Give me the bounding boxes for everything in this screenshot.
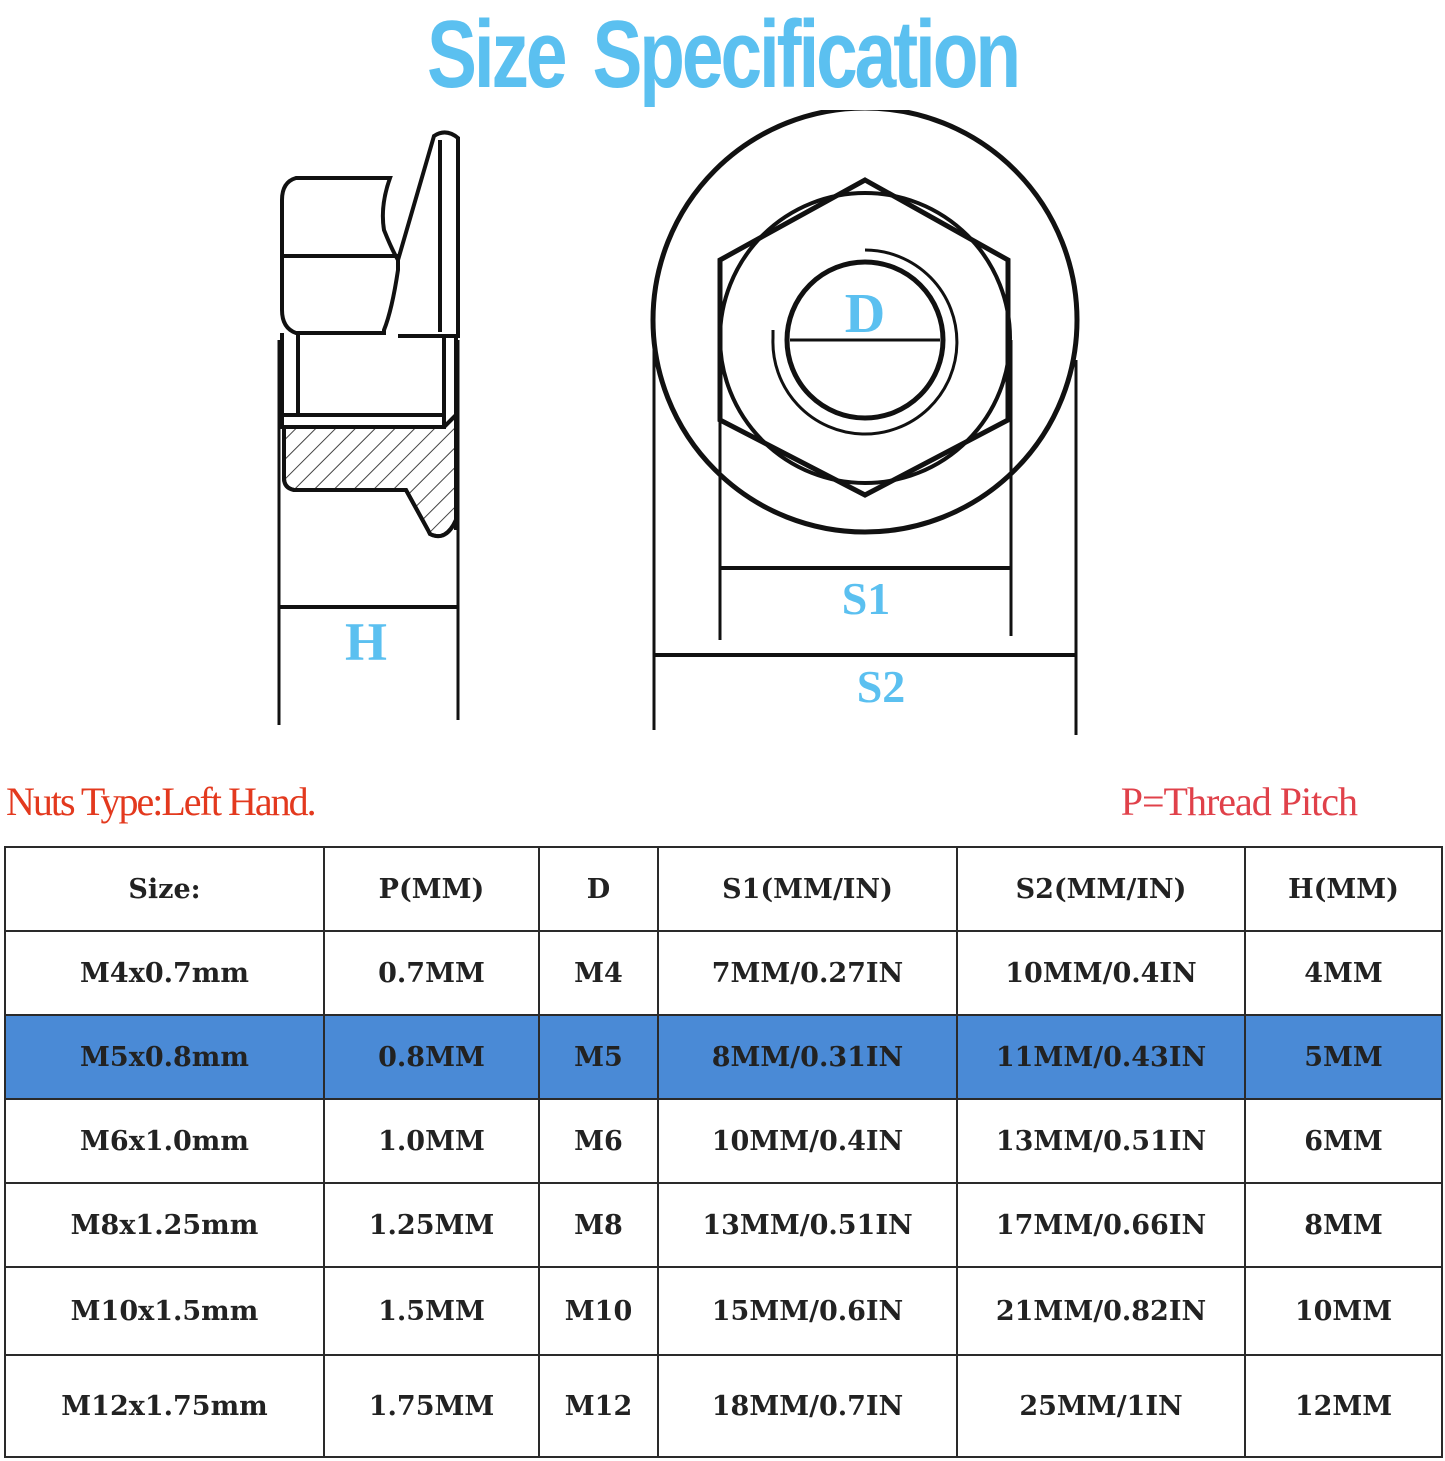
cell-d: M10 xyxy=(539,1267,658,1355)
cell-s1: 8MM/0.31IN xyxy=(658,1015,957,1099)
cell-pitch: 1.0MM xyxy=(324,1099,539,1183)
cell-h: 12MM xyxy=(1245,1355,1442,1457)
cell-size: M6x1.0mm xyxy=(5,1099,324,1183)
cell-s2: 21MM/0.82IN xyxy=(957,1267,1245,1355)
header-s2: S2(MM/IN) xyxy=(957,847,1245,931)
cell-size: M4x0.7mm xyxy=(5,931,324,1015)
cell-pitch: 0.7MM xyxy=(324,931,539,1015)
cell-s1: 13MM/0.51IN xyxy=(658,1183,957,1267)
nut-type-note: Nuts Type:Left Hand. xyxy=(6,779,315,824)
cell-s1: 18MM/0.7IN xyxy=(658,1355,957,1457)
cell-pitch: 1.25MM xyxy=(324,1183,539,1267)
header-d: D xyxy=(539,847,658,931)
cell-size: M10x1.5mm xyxy=(5,1267,324,1355)
cell-s2: 11MM/0.43IN xyxy=(957,1015,1245,1099)
cell-s1: 10MM/0.4IN xyxy=(658,1099,957,1183)
header-pitch: P(MM) xyxy=(324,847,539,931)
table-row xyxy=(5,1267,1442,1355)
table-row-highlighted xyxy=(5,1015,1442,1099)
label-s2: S2 xyxy=(856,661,906,712)
cell-pitch: 1.5MM xyxy=(324,1267,539,1355)
cell-pitch: 0.8MM xyxy=(324,1015,539,1099)
size-spec-table xyxy=(4,846,1443,1458)
cell-d: M5 xyxy=(539,1015,658,1099)
cell-s2: 17MM/0.66IN xyxy=(957,1183,1245,1267)
cell-h: 5MM xyxy=(1245,1015,1442,1099)
header-size: Size: xyxy=(5,847,324,931)
page-title xyxy=(159,0,1286,110)
cell-size: M8x1.25mm xyxy=(5,1183,324,1267)
cell-size: M5x0.8mm xyxy=(5,1015,324,1099)
label-d: D xyxy=(844,283,886,345)
cell-d: M12 xyxy=(539,1355,658,1457)
title-word-size: Size xyxy=(427,1,565,108)
nut-diagram xyxy=(0,110,1445,750)
cell-s1: 15MM/0.6IN xyxy=(658,1267,957,1355)
label-h: H xyxy=(344,612,388,672)
flange-nut-top-icon xyxy=(653,110,1077,735)
header-h: H(MM) xyxy=(1245,847,1442,931)
table-row xyxy=(5,1183,1442,1267)
table-header-row xyxy=(5,847,1442,931)
cell-d: M6 xyxy=(539,1099,658,1183)
table-row xyxy=(5,931,1442,1015)
cell-pitch: 1.75MM xyxy=(324,1355,539,1457)
cell-h: 4MM xyxy=(1245,931,1442,1015)
cell-size: M12x1.75mm xyxy=(5,1355,324,1457)
table-row xyxy=(5,1099,1442,1183)
cell-s1: 7MM/0.27IN xyxy=(658,931,957,1015)
cell-s2: 25MM/1IN xyxy=(957,1355,1245,1457)
thread-pitch-note: P=Thread Pitch xyxy=(1120,779,1357,824)
cell-h: 8MM xyxy=(1245,1183,1442,1267)
title-word-specification: Specification xyxy=(592,1,1018,108)
label-s1: S1 xyxy=(841,573,891,624)
cell-h: 10MM xyxy=(1245,1267,1442,1355)
cell-h: 6MM xyxy=(1245,1099,1442,1183)
table-row xyxy=(5,1355,1442,1457)
header-s1: S1(MM/IN) xyxy=(658,847,957,931)
cell-d: M4 xyxy=(539,931,658,1015)
cell-d: M8 xyxy=(539,1183,658,1267)
cell-s2: 13MM/0.51IN xyxy=(957,1099,1245,1183)
cell-s2: 10MM/0.4IN xyxy=(957,931,1245,1015)
